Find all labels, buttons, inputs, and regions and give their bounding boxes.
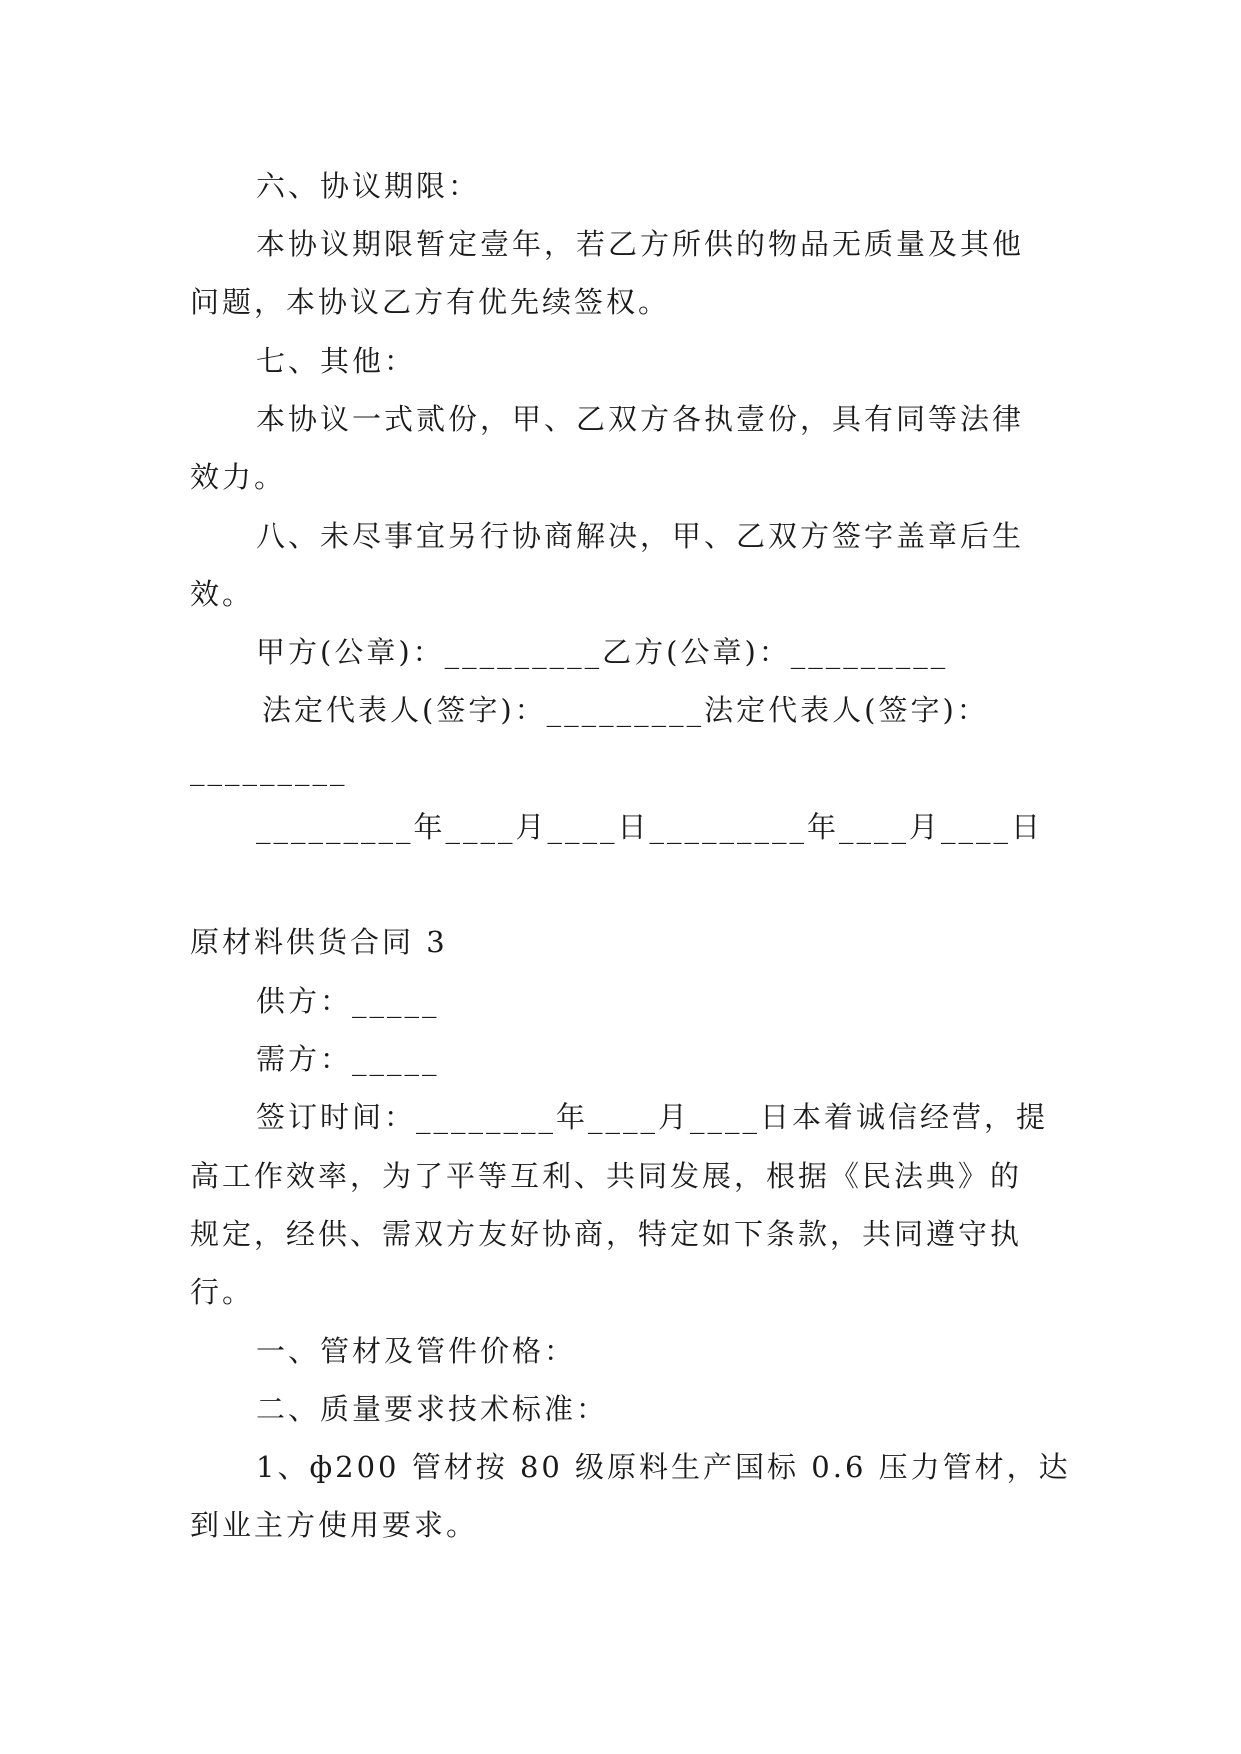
paragraph-line: 问题，本协议乙方有优先续签权。 bbox=[190, 285, 671, 319]
paragraph-line: 效。 bbox=[190, 577, 255, 611]
signature-line: 法定代表人(签字)：_________法定代表人(签字)： bbox=[262, 693, 989, 727]
section-heading-other: 七、其他： bbox=[256, 344, 417, 378]
paragraph-line: 八、未尽事宜另行协商解决，甲、乙双方签字盖章后生 bbox=[256, 519, 1025, 553]
paragraph-line: 行。 bbox=[190, 1275, 255, 1309]
section-heading-quality: 二、质量要求技术标准： bbox=[256, 1392, 609, 1426]
paragraph-line: 签订时间：________年____月____日本着诚信经营，提 bbox=[256, 1100, 1049, 1134]
date-line: _________年____月____日_________年____月____日 bbox=[256, 810, 1044, 844]
signature-blank: _________ bbox=[190, 752, 348, 786]
buyer-line: 需方：_____ bbox=[256, 1042, 440, 1076]
paragraph-line: 本协议一式贰份，甲、乙双方各执壹份，具有同等法律 bbox=[256, 402, 1025, 436]
supplier-line: 供方：_____ bbox=[256, 984, 440, 1018]
paragraph-line: 1、ф200 管材按 80 级原料生产国标 0.6 压力管材，达 bbox=[256, 1450, 1071, 1484]
paragraph-line: 效力。 bbox=[190, 460, 287, 494]
paragraph-line: 本协议期限暂定壹年，若乙方所供的物品无质量及其他 bbox=[256, 227, 1025, 261]
paragraph-line: 到业主方使用要求。 bbox=[190, 1508, 479, 1542]
contract-title: 原材料供货合同 3 bbox=[190, 925, 448, 959]
paragraph-line: 规定，经供、需双方友好协商，特定如下条款，共同遵守执 bbox=[190, 1217, 1023, 1251]
seal-line: 甲方(公章)：_________乙方(公章)：_________ bbox=[256, 635, 949, 669]
section-heading-term: 六、协议期限： bbox=[256, 169, 481, 203]
paragraph-line: 高工作效率，为了平等互利、共同发展，根据《民法典》的 bbox=[190, 1159, 1023, 1193]
section-heading-price: 一、管材及管件价格： bbox=[256, 1334, 577, 1368]
